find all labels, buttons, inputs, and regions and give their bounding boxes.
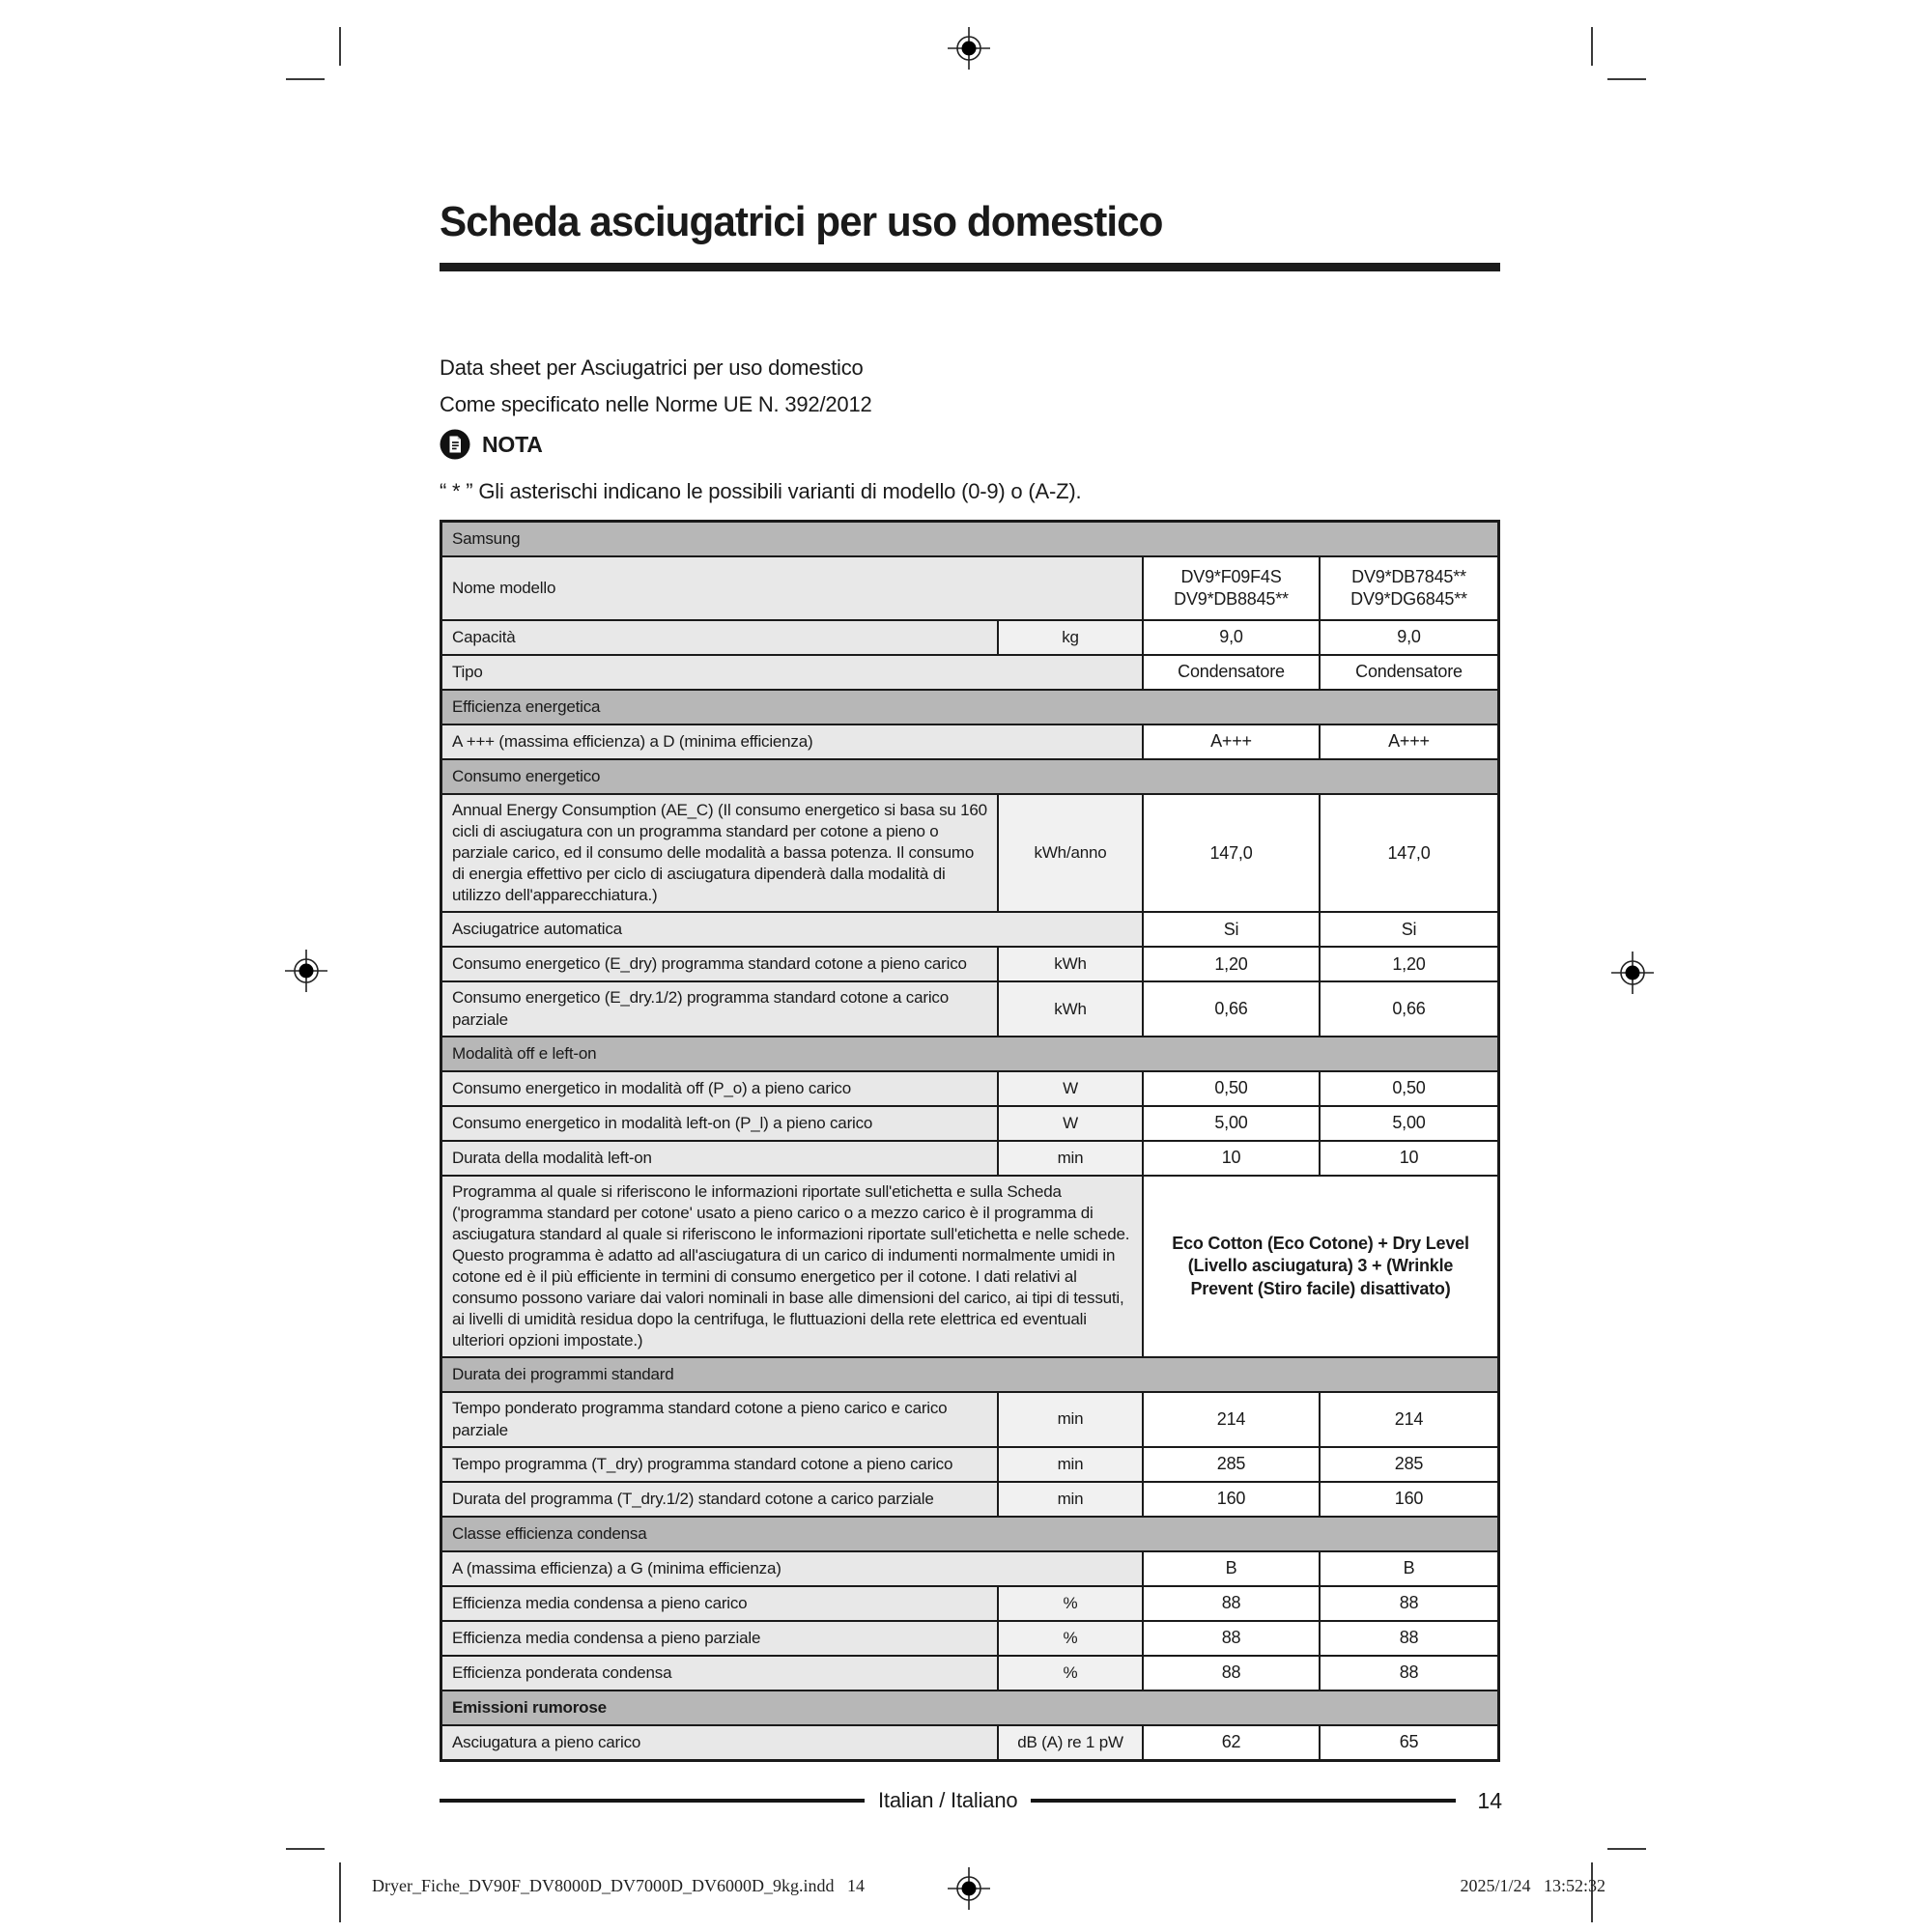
value-cell-col2: 0,66 — [1321, 982, 1497, 1035]
value-cell-col2: 88 — [1321, 1622, 1497, 1655]
value-cell-col1: 147,0 — [1144, 795, 1321, 911]
unit-cell: min — [999, 1483, 1144, 1516]
value-cell-col1: B — [1144, 1552, 1321, 1585]
unit-cell: kWh — [999, 948, 1144, 980]
unit-cell: % — [999, 1587, 1144, 1620]
note-icon — [440, 429, 470, 460]
table-row — [442, 1552, 1497, 1587]
row-label: Efficienza media condensa a pieno carico — [442, 1587, 999, 1620]
value-cell-col1: DV9*F09F4S DV9*DB8845** — [1144, 557, 1321, 619]
print-filename: Dryer_Fiche_DV90F_DV8000D_DV7000D_DV6000D_9kg.indd 14 — [372, 1876, 865, 1895]
row-label: Tempo programma (T_dry) programma standard cotone a pieno carico — [442, 1448, 999, 1481]
registration-mark-left — [285, 950, 327, 992]
unit-cell: dB (A) re 1 pW — [999, 1726, 1144, 1759]
value-cell-col2: Condensatore — [1321, 656, 1497, 689]
section-row — [442, 1518, 1497, 1552]
table-row — [442, 1622, 1497, 1657]
value-cell-col2: 285 — [1321, 1448, 1497, 1481]
row-label: Efficienza ponderata condensa — [442, 1657, 999, 1690]
row-label: Tempo ponderato programma standard cotone a pieno carico e carico parziale — [442, 1393, 999, 1445]
row-label: A +++ (massima efficienza) a D (minima efficienza) — [442, 725, 1144, 758]
section-label: Durata dei programmi standard — [442, 1358, 1497, 1391]
row-label: Durata della modalità left-on — [442, 1142, 999, 1175]
row-label: Asciugatrice automatica — [442, 913, 1144, 946]
print-info — [0, 1874, 1932, 1903]
table-row — [442, 1393, 1497, 1447]
value-cell-col2: 10 — [1321, 1142, 1497, 1175]
table-row — [442, 1107, 1497, 1142]
value-cell-col2: 1,20 — [1321, 948, 1497, 980]
title-rule — [440, 263, 1500, 271]
row-label: Durata del programma (T_dry.1/2) standard cotone a carico parziale — [442, 1483, 999, 1516]
section-label: Consumo energetico — [442, 760, 1497, 793]
spec-table — [440, 520, 1500, 1762]
footer-language: Italian / Italiano — [878, 1788, 1018, 1812]
value-cell-col1: 214 — [1144, 1393, 1321, 1445]
table-row — [442, 1726, 1497, 1759]
value-cell-col1: 0,50 — [1144, 1072, 1321, 1105]
table-row — [442, 1483, 1497, 1518]
print-timestamp: 2025/1/24 13:52:32 — [1460, 1876, 1605, 1895]
unit-cell: kWh/anno — [999, 795, 1144, 911]
value-cell-col2: 5,00 — [1321, 1107, 1497, 1140]
table-row — [442, 1142, 1497, 1177]
crop-mark-top-left-h — [286, 78, 325, 80]
value-cell-col2: 88 — [1321, 1587, 1497, 1620]
row-label: Consumo energetico in modalità off (P_o) a pieno carico — [442, 1072, 999, 1105]
unit-cell: % — [999, 1657, 1144, 1690]
value-cell-col1: Si — [1144, 913, 1321, 946]
section-label: Samsung — [442, 523, 1497, 555]
value-cell-col2: 147,0 — [1321, 795, 1497, 911]
crop-mark-top-left-v — [339, 27, 341, 66]
section-row — [442, 1358, 1497, 1393]
table-row — [442, 557, 1497, 621]
table-row — [442, 1177, 1497, 1359]
value-cell-col1: 1,20 — [1144, 948, 1321, 980]
section-row — [442, 760, 1497, 795]
unit-cell: kWh — [999, 982, 1144, 1035]
table-row — [442, 1657, 1497, 1691]
table-row — [442, 795, 1497, 913]
value-cell-col1: 62 — [1144, 1726, 1321, 1759]
row-label: Tipo — [442, 656, 1144, 689]
note-text: “ * ” Gli asterischi indicano le possibili varianti di modello (0-9) o (A-Z). — [440, 479, 1082, 503]
section-row — [442, 1037, 1497, 1072]
value-cell-merged: Eco Cotton (Eco Cotone) + Dry Level (Livello asciugatura) 3 + (Wrinkle Prevent (Stiro facile) disattivato) — [1144, 1177, 1497, 1357]
crop-mark-bottom-right-h — [1607, 1848, 1646, 1850]
value-cell-col2: 0,50 — [1321, 1072, 1497, 1105]
section-label: Modalità off e left-on — [442, 1037, 1497, 1070]
note-header — [440, 429, 543, 460]
crop-mark-top-right-h — [1607, 78, 1646, 80]
footer-rule-left — [440, 1799, 865, 1803]
row-label: Programma al quale si riferiscono le informazioni riportate sull'etichetta e sulla Scheda ('programma standard per cotone' usato a pieno carico o a mezzo carico è il programma di asciugatura standard al quale si riferiscono le informazioni riportate sull'etichetta e nelle schede. Questo programma è adatto ad all'asciugatura di un carico di indumenti normalmente umidi in cotone ed è il più efficiente in termini di consumo energetico per il cotone. I dati relativi al consumo possono variare dai valori nominali in base alle dimensioni del carico, ai tipi di tessuti, ai livelli di umidità residua dopo la centrifuga, le fluttuazioni della rete elettrica ed eventuali ulteriori opzioni impostate.) — [442, 1177, 1144, 1357]
footer-rule-right — [1031, 1799, 1456, 1803]
row-label: Consumo energetico (E_dry.1/2) programma standard cotone a carico parziale — [442, 982, 999, 1035]
section-label: Classe efficienza condensa — [442, 1518, 1497, 1550]
section-label: Efficienza energetica — [442, 691, 1497, 724]
section-row — [442, 523, 1497, 557]
value-cell-col2: 65 — [1321, 1726, 1497, 1759]
unit-cell: % — [999, 1622, 1144, 1655]
value-cell-col1: 0,66 — [1144, 982, 1321, 1035]
value-cell-col1: 160 — [1144, 1483, 1321, 1516]
table-row — [442, 656, 1497, 691]
note-label: NOTA — [482, 431, 543, 457]
value-cell-col1: 88 — [1144, 1622, 1321, 1655]
unit-cell: min — [999, 1393, 1144, 1445]
value-cell-col1: 10 — [1144, 1142, 1321, 1175]
row-label: Capacità — [442, 621, 999, 654]
table-row — [442, 913, 1497, 948]
value-cell-col2: DV9*DB7845** DV9*DG6845** — [1321, 557, 1497, 619]
section-row — [442, 691, 1497, 725]
unit-cell: W — [999, 1107, 1144, 1140]
unit-cell: kg — [999, 621, 1144, 654]
row-label: A (massima efficienza) a G (minima efficienza) — [442, 1552, 1144, 1585]
intro-line-2: Come specificato nelle Norme UE N. 392/2012 — [440, 392, 872, 416]
unit-cell: min — [999, 1448, 1144, 1481]
row-label: Consumo energetico (E_dry) programma standard cotone a pieno carico — [442, 948, 999, 980]
unit-cell: W — [999, 1072, 1144, 1105]
registration-mark-top — [948, 27, 990, 70]
value-cell-col2: 9,0 — [1321, 621, 1497, 654]
value-cell-col1: 88 — [1144, 1657, 1321, 1690]
value-cell-col2: 214 — [1321, 1393, 1497, 1445]
unit-cell: min — [999, 1142, 1144, 1175]
section-row — [442, 1691, 1497, 1726]
page-title: Scheda asciugatrici per uso domestico — [440, 198, 1163, 245]
table-row — [442, 621, 1497, 656]
value-cell-col2: 160 — [1321, 1483, 1497, 1516]
crop-mark-bottom-left-h — [286, 1848, 325, 1850]
value-cell-col2: Si — [1321, 913, 1497, 946]
row-label: Consumo energetico in modalità left-on (P_l) a pieno carico — [442, 1107, 999, 1140]
value-cell-col1: 285 — [1144, 1448, 1321, 1481]
intro-line-1: Data sheet per Asciugatrici per uso domestico — [440, 355, 864, 380]
table-row — [442, 725, 1497, 760]
section-label: Emissioni rumorose — [442, 1691, 1497, 1724]
value-cell-col1: 9,0 — [1144, 621, 1321, 654]
row-label: Annual Energy Consumption (AE_C) (Il consumo energetico si basa su 160 cicli di asciugatura con un programma standard per cotone a pieno o parziale carico, ed il consumo delle modalità a bassa potenza. Il consumo di energia effettivo per ciclo di asciugatura dipenderà dalla modalità di utilizzo dell'apparecchiatura.) — [442, 795, 999, 911]
table-row — [442, 948, 1497, 982]
table-row — [442, 982, 1497, 1037]
value-cell-col1: 88 — [1144, 1587, 1321, 1620]
row-label: Asciugatura a pieno carico — [442, 1726, 999, 1759]
table-row — [442, 1072, 1497, 1107]
table-row — [442, 1587, 1497, 1622]
value-cell-col2: A+++ — [1321, 725, 1497, 758]
registration-mark-right — [1611, 952, 1654, 994]
value-cell-col1: 5,00 — [1144, 1107, 1321, 1140]
footer — [440, 1786, 1502, 1815]
footer-page-number: 14 — [1477, 1787, 1503, 1813]
value-cell-col2: B — [1321, 1552, 1497, 1585]
row-label: Nome modello — [442, 557, 1144, 619]
value-cell-col1: A+++ — [1144, 725, 1321, 758]
value-cell-col2: 88 — [1321, 1657, 1497, 1690]
crop-mark-top-right-v — [1591, 27, 1593, 66]
row-label: Efficienza media condensa a pieno parziale — [442, 1622, 999, 1655]
value-cell-col1: Condensatore — [1144, 656, 1321, 689]
table-row — [442, 1448, 1497, 1483]
